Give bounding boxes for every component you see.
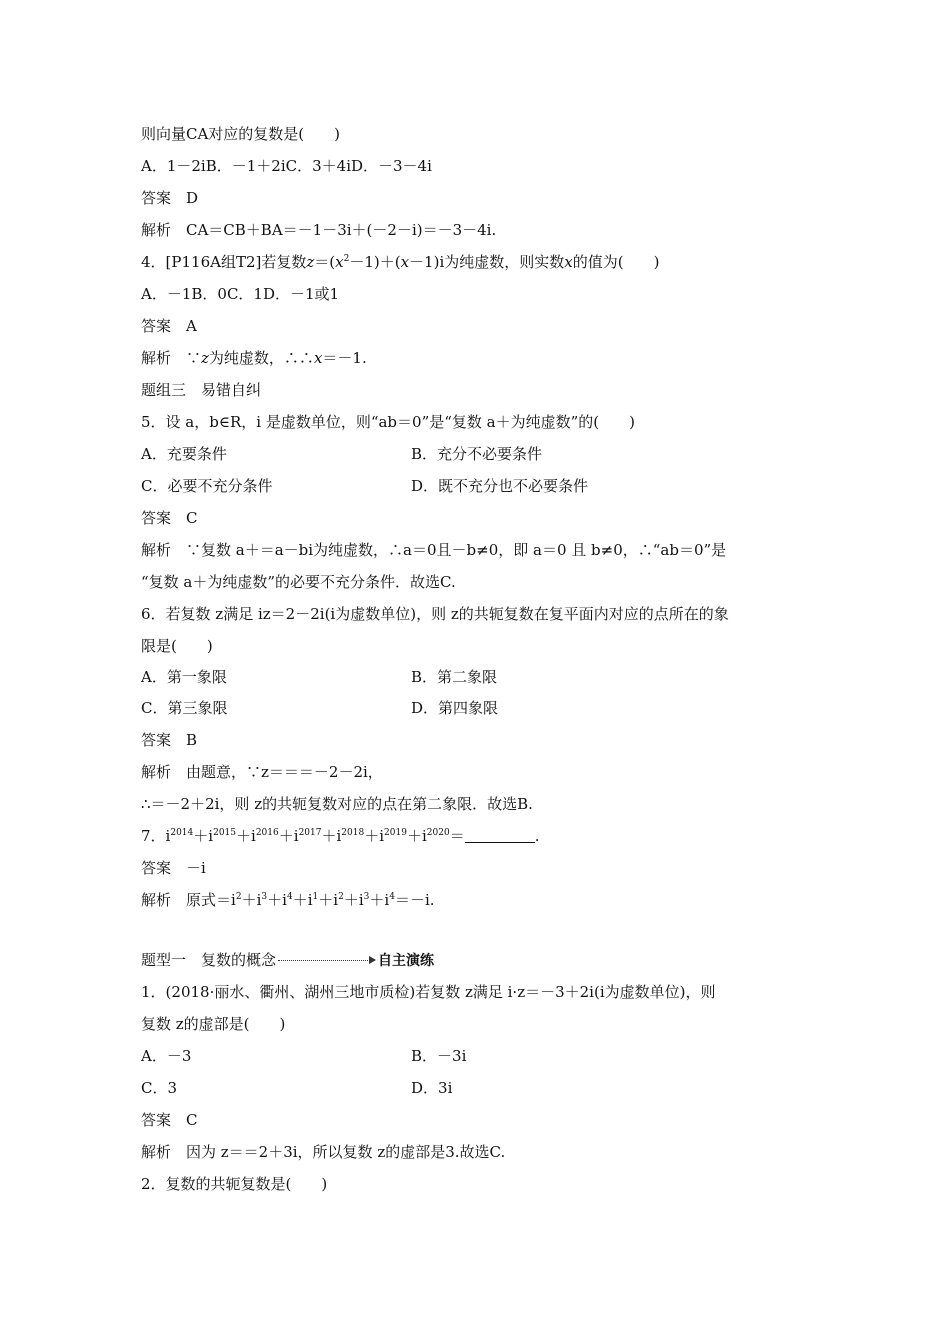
power-exponent: 4 — [389, 892, 395, 902]
power-exponent: 2014 — [170, 828, 194, 838]
q7-end: . — [534, 827, 540, 845]
power-base: i — [421, 827, 427, 845]
plus-sign: ＋ — [278, 827, 294, 845]
question-6-stem-line-1: 6．若复数 z满足 iz＝2－2i(i为虚数单位)，则 z的共轭复数在复平面内对应的点所在的象 — [141, 605, 729, 623]
plus-sign: ＋ — [193, 827, 209, 845]
power-base: i — [256, 891, 262, 909]
question-1-options-row-2 — [141, 1078, 841, 1098]
analysis-4 — [141, 348, 367, 368]
power-exponent: 2019 — [384, 828, 407, 838]
question-1-options-row-1 — [141, 1046, 841, 1066]
question-5-options-row-2 — [141, 476, 841, 496]
question-6-stem-line-2: 限是( ) — [141, 637, 213, 655]
plus-sign: ＋ — [321, 827, 337, 845]
question-6-options-row-1 — [141, 667, 841, 687]
section-tag: 自主演练 — [378, 953, 435, 969]
plus-sign: ＋ — [318, 891, 334, 909]
power-exponent: 3 — [261, 892, 268, 902]
var-x: x — [335, 253, 344, 271]
power-base: i — [358, 891, 364, 909]
var-x: x — [564, 253, 573, 271]
var-z: z — [201, 349, 209, 367]
power-exponent: 3 — [363, 892, 370, 902]
power-exponent: 2017 — [298, 828, 322, 838]
a7-prefix: 解析 原式＝ — [141, 891, 232, 909]
power-exponent: 1 — [312, 892, 319, 902]
question-4-options: A．－1B．0C．1D．－1或1 — [141, 285, 340, 303]
question-3-options: A．1－2iB．－1＋2iC．3＋4iD．－3－4i — [141, 157, 432, 175]
power-exponent: 2015 — [213, 828, 236, 838]
analysis-5-line-2: “复数 a＋为纯虚数”的必要不充分条件．故选C. — [141, 573, 456, 591]
option-b: B．充分不必要条件 — [411, 445, 543, 463]
arrow-icon — [278, 960, 370, 961]
power-base: i — [208, 827, 214, 845]
section-heading-type-1 — [141, 950, 434, 971]
power-base: i — [379, 827, 385, 845]
question-5-stem: 5．设 a，b∈R，i 是虚数单位，则“ab＝0”是“复数 a＋为纯虚数”的( ) — [141, 413, 635, 431]
a4-text-1: 解析 ∵ — [141, 349, 202, 367]
plus-sign: ＋ — [369, 891, 385, 909]
plus-sign: ＋ — [364, 827, 380, 845]
q4-text-4: －1)i为纯虚数，则实数 — [409, 253, 565, 271]
q4-text-5: 的值为( ) — [572, 253, 660, 271]
section-heading-group-3: 题组三 易错自纠 — [141, 381, 262, 399]
power-base: i — [384, 891, 390, 909]
a7-suffix: ＝－i. — [394, 891, 435, 909]
analysis-6-line-2: ∴＝－2＋2i，则 z的共轭复数对应的点在第二象限．故选B. — [141, 795, 533, 813]
power-base: i — [231, 891, 236, 909]
question-5-options-row-1 — [141, 444, 841, 464]
a7-power-sum — [231, 891, 395, 909]
analysis-5-line-1: 解析 ∵复数 a＋＝a－bi为纯虚数，∴a＝0且－b≠0，即 a＝0 且 b≠0，∴“ab＝0”是 — [141, 541, 727, 559]
option-a: A．第一象限 — [141, 668, 227, 686]
plus-sign: ＋ — [406, 827, 422, 845]
q7-equals: ＝ — [449, 827, 465, 845]
power-base: i — [307, 891, 313, 909]
power-exponent: 2018 — [341, 828, 365, 838]
answer-1: 答案 C — [141, 1111, 198, 1129]
plus-sign: ＋ — [241, 891, 257, 909]
answer-7: 答案 －i — [141, 859, 206, 877]
answer-6: 答案 B — [141, 731, 198, 749]
plus-sign: ＋ — [292, 891, 308, 909]
plus-sign: ＋ — [267, 891, 283, 909]
analysis-1: 解析 因为 z＝＝2＋3i，所以复数 z的虚部是3.故选C. — [141, 1143, 506, 1161]
option-c: C．第三象限 — [141, 699, 228, 717]
power-exponent: 2 — [235, 892, 242, 902]
question-6-options-row-2 — [141, 698, 841, 718]
question-1-stem-line-1: 1．(2018·丽水、衢州、湖州三地市质检)若复数 z满足 i·z＝－3＋2i(i为虚数单位)，则 — [141, 983, 716, 1001]
power-exponent: 2 — [338, 892, 344, 902]
section-title: 题型一 复数的概念 — [141, 951, 277, 969]
question-2-stem: 2．复数的共轭复数是( ) — [141, 1175, 328, 1193]
option-b: B．第二象限 — [411, 668, 498, 686]
power-base: i — [336, 827, 342, 845]
option-d: D．3i — [411, 1079, 453, 1097]
var-z: z — [306, 253, 315, 271]
option-d: D．既不充分也不必要条件 — [411, 477, 589, 495]
analysis-6-line-1: 解析 由题意，∵z＝＝＝－2－2i， — [141, 763, 383, 781]
var-x: x — [400, 253, 410, 271]
option-a: A．充要条件 — [141, 445, 227, 463]
q4-text-1: 4．[P116A组T2]若复数 — [141, 253, 307, 271]
question-3-stem: 则向量CA对应的复数是( ) — [141, 125, 341, 143]
power-base: i — [293, 827, 299, 845]
option-a: A．－3 — [141, 1047, 192, 1065]
a4-text-3: ＝－1. — [322, 349, 367, 367]
question-7-stem — [141, 826, 539, 846]
q7-power-sum — [166, 827, 450, 845]
answer-3: 答案 D — [141, 189, 199, 207]
question-4-stem — [141, 252, 659, 272]
exponent: 2 — [343, 254, 350, 264]
power-base: i — [282, 891, 287, 909]
a4-text-2: 为纯虚数，∴∴ — [208, 349, 314, 367]
answer-4: 答案 A — [141, 317, 197, 335]
q7-prefix: 7． — [141, 827, 166, 845]
plus-sign: ＋ — [236, 827, 252, 845]
option-c: C．3 — [141, 1079, 178, 1097]
var-x: x — [313, 349, 323, 367]
answer-5: 答案 C — [141, 509, 198, 527]
q4-text-3: －1)＋( — [349, 253, 401, 271]
question-1-stem-line-2: 复数 z的虚部是( ) — [141, 1015, 286, 1033]
plus-sign: ＋ — [343, 891, 359, 909]
option-d: D．第四象限 — [411, 699, 499, 717]
power-base: i — [165, 827, 171, 845]
option-b: B．－3i — [411, 1047, 467, 1065]
analysis-3: 解析 CA＝CB＋BA＝－1－3i＋(－2－i)＝－3－4i. — [141, 221, 497, 239]
option-c: C．必要不充分条件 — [141, 477, 273, 495]
power-exponent: 2020 — [426, 828, 450, 838]
power-base: i — [251, 827, 256, 845]
analysis-7 — [141, 890, 435, 910]
power-exponent: 4 — [286, 892, 293, 902]
power-base: i — [333, 891, 339, 909]
power-exponent: 2016 — [255, 828, 279, 838]
fill-in-blank — [465, 828, 535, 843]
q4-text-2: ＝( — [314, 253, 336, 271]
